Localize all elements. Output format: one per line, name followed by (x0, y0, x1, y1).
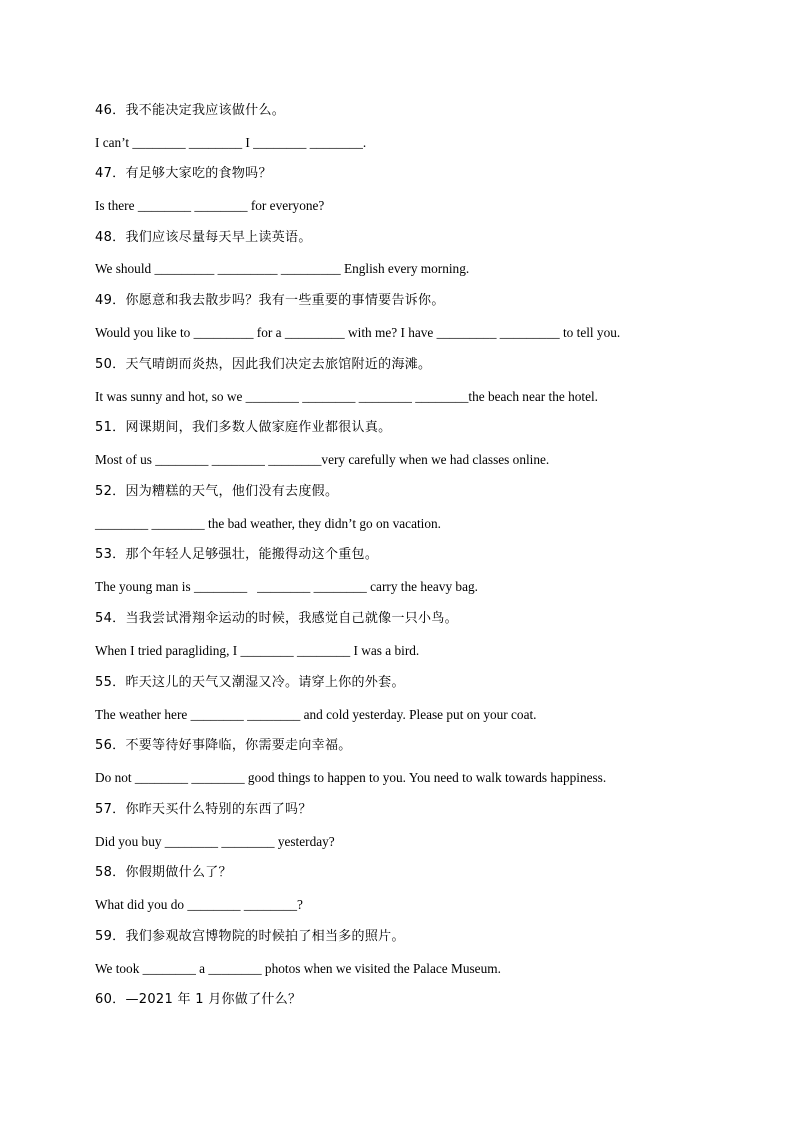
question-46-prompt: 46．我不能决定我应该做什么。 (95, 103, 286, 118)
question-58-sentence: What did you do ________ ________? (95, 897, 303, 912)
question-46-sentence: I can’t ________ ________ I ________ ________. (95, 135, 367, 150)
question-55-prompt: 55．昨天这儿的天气又潮湿又冷。请穿上你的外套。 (95, 675, 405, 690)
question-52-sentence: ________ ________ the bad weather, they didn’t go on vacation. (95, 516, 441, 531)
question-47-prompt: 47．有足够大家吃的食物吗？ (95, 166, 272, 181)
question-54-sentence: When I tried paragliding, I ________ ________ I was a bird. (95, 643, 420, 658)
question-49-prompt: 49．你愿意和我去散步吗？我有一些重要的事情要告诉你。 (95, 293, 445, 308)
question-56-prompt: 56．不要等待好事降临，你需要走向幸福。 (95, 738, 352, 753)
question-55-sentence: The weather here ________ ________ and cold yesterday. Please put on your coat. (95, 707, 537, 722)
question-53-sentence: The young man is ________ ________ ________ carry the heavy bag. (95, 579, 478, 594)
question-57-sentence: Did you buy ________ ________ yesterday? (95, 834, 335, 849)
question-52-prompt: 52．因为糟糕的天气，他们没有去度假。 (95, 484, 339, 499)
question-57-prompt: 57．你昨天买什么特别的东西了吗？ (95, 802, 312, 817)
question-51-prompt: 51．网课期间，我们多数人做家庭作业都很认真。 (95, 420, 392, 435)
question-49-sentence: Would you like to _________ for a _________ with me? I have _________ _________ to tell you. (95, 325, 621, 340)
question-48-sentence: We should _________ _________ _________ English every morning. (95, 261, 470, 276)
question-58-prompt: 58．你假期做什么了？ (95, 865, 232, 880)
question-53-prompt: 53．那个年轻人足够强壮，能搬得动这个重包。 (95, 547, 379, 562)
question-59-prompt: 59．我们参观故宫博物院的时候拍了相当多的照片。 (95, 929, 405, 944)
question-60-prompt: 60．—2021 年 1 月你做了什么？ (95, 992, 302, 1007)
question-48-prompt: 48．我们应该尽量每天早上读英语。 (95, 230, 312, 245)
question-50-sentence: It was sunny and hot, so we ________ ________ ________ ________the beach near the hotel. (95, 389, 598, 404)
question-51-sentence: Most of us ________ ________ ________very carefully when we had classes online. (95, 452, 550, 467)
question-50-prompt: 50．天气晴朗而炎热，因此我们决定去旅馆附近的海滩。 (95, 357, 432, 372)
question-59-sentence: We took ________ a ________ photos when we visited the Palace Museum. (95, 961, 501, 976)
question-56-sentence: Do not ________ ________ good things to happen to you. You need to walk towards happiness. (95, 770, 607, 785)
question-47-sentence: Is there ________ ________ for everyone? (95, 198, 325, 213)
question-54-prompt: 54．当我尝试滑翔伞运动的时候，我感觉自己就像一只小鸟。 (95, 611, 458, 626)
